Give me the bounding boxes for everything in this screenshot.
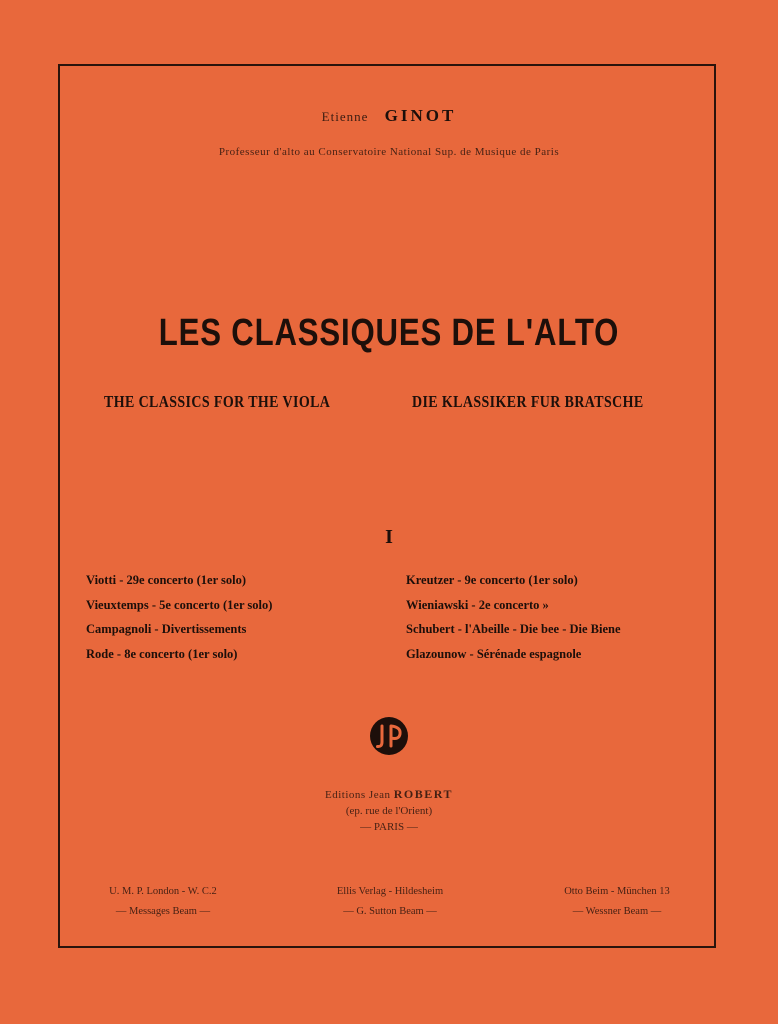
contents-item: Kreutzer - 9e concerto (1er solo) <box>406 573 578 587</box>
contents-left-column <box>86 568 272 666</box>
page-title: LES CLASSIQUES DE L'ALTO <box>158 312 620 354</box>
publisher-city: — PARIS — <box>360 821 418 833</box>
contents-item: Rode - 8e concerto (1er solo) <box>86 646 238 661</box>
author-position: Professeur d'alto au Conservatoire National Sup. de Musique de Paris <box>218 146 560 158</box>
contents-item: Wieniawski - 2e concerto » <box>406 597 549 612</box>
publisher-name <box>0 786 778 803</box>
volume-number: I <box>385 526 393 548</box>
publisher-last: ROBERT <box>393 787 453 801</box>
publisher-prefix: Editions <box>325 789 366 801</box>
contents-item: Vieuxtemps - 5e concerto (1er solo) <box>86 597 273 612</box>
agent-line: — Wessner Beam — <box>572 906 662 917</box>
contents-item: Viotti - 29e concerto (1er solo) <box>86 573 247 587</box>
agent-line: Otto Beim - München 13 <box>564 886 670 897</box>
agent-block <box>300 882 480 922</box>
agent-block <box>532 882 702 922</box>
author-first-name: Etienne <box>321 109 369 124</box>
agent-block <box>78 882 248 922</box>
contents-right-column <box>406 568 621 666</box>
agent-line: Ellis Verlag - Hildesheim <box>336 886 444 897</box>
publisher-monogram-icon <box>369 716 409 756</box>
contents-item: Glazounow - Sérénade espagnole <box>406 646 582 661</box>
contents-item: Campagnoli - Divertissements <box>86 622 247 636</box>
contents-item: Schubert - l'Abeille - Die bee - Die Biene <box>406 622 621 636</box>
title-german: DIE KLASSIKER FUR BRATSCHE <box>412 392 644 411</box>
publisher-address: (ep. rue de l'Orient) <box>345 805 433 817</box>
publisher-first: Jean <box>368 789 391 801</box>
agent-line: U. M. P. London - W. C.2 <box>109 886 217 897</box>
agent-line: — G. Sutton Beam — <box>343 906 437 917</box>
author <box>0 106 778 126</box>
title-english: THE CLASSICS FOR THE VIOLA <box>104 392 331 411</box>
agent-line: — Messages Beam — <box>115 906 211 917</box>
publisher-block <box>0 786 778 835</box>
author-last-name: GINOT <box>384 106 457 125</box>
